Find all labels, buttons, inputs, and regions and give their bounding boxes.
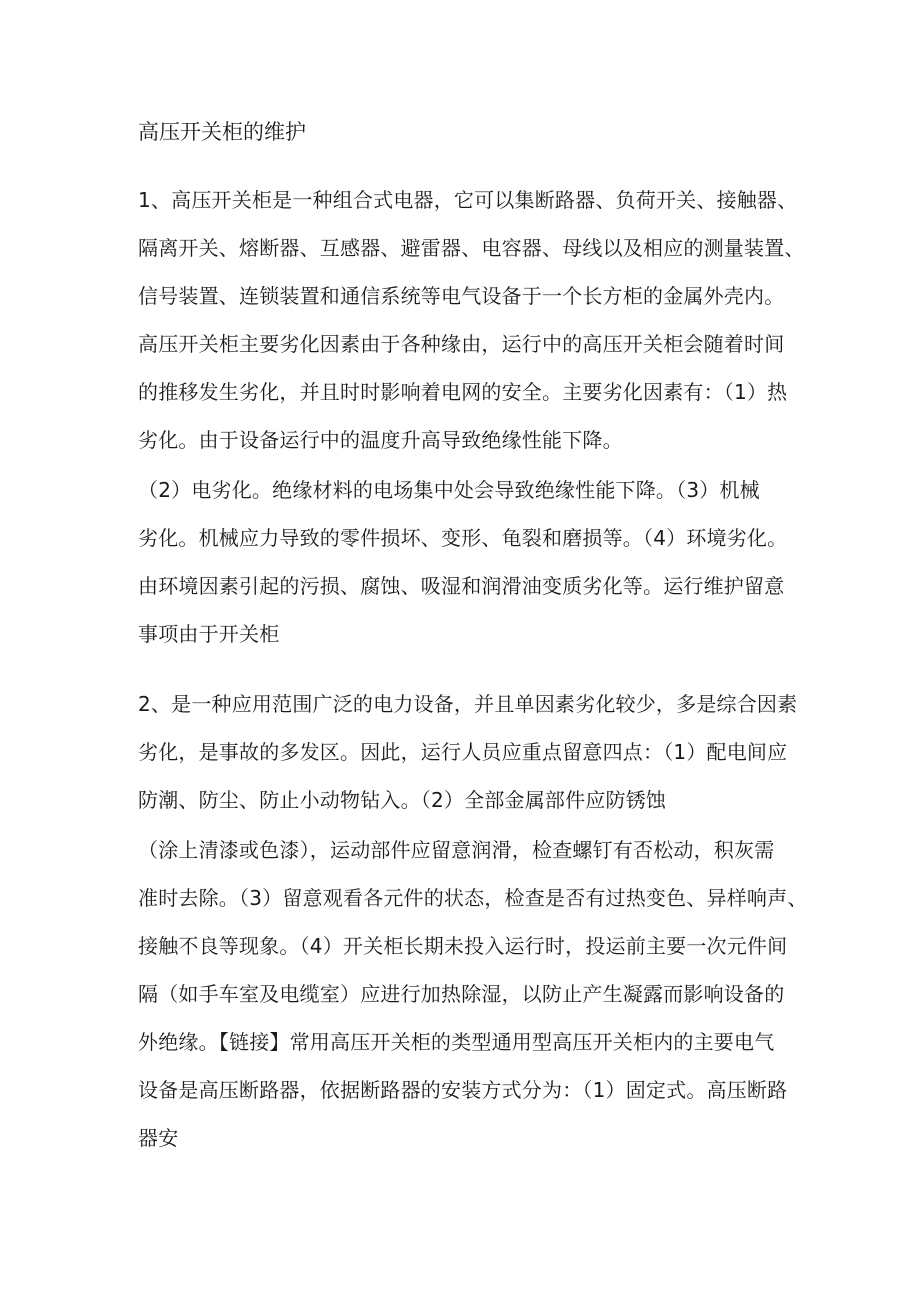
paragraph-line: 防潮、防尘、防止小动物钻入。（2）全部金属部件应防锈蚀 <box>138 788 667 812</box>
paragraph-line: 信号装置、连锁装置和通信系统等电气设备于一个长方柜的金属外壳内。 <box>138 284 785 308</box>
paragraph-line: 由环境因素引起的污损、腐蚀、吸湿和润滑油变质劣化等。运行维护留意 <box>138 574 785 598</box>
paragraph-line: 事项由于开关柜 <box>138 622 280 646</box>
paragraph-line: 1、高压开关柜是一种组合式电器，它可以集断路器、负荷开关、接触器、 <box>138 188 798 212</box>
paragraph-line: 2、是一种应用范围广泛的电力设备，并且单因素劣化较少，多是综合因素 <box>138 692 798 716</box>
paragraph-line: 劣化，是事故的多发区。因此，运行人员应重点留意四点：（1）配电间应 <box>138 740 788 764</box>
paragraph-line: （涂上清漆或色漆），运动部件应留意润滑，检查螺钉有否松动，积灰需 <box>138 838 775 862</box>
paragraph-line: 的推移发生劣化，并且时时影响着电网的安全。主要劣化因素有：（1）热 <box>138 380 788 404</box>
paragraph-line: 隔（如手车室及电缆室）应进行加热除湿，以防止产生凝露而影响设备的 <box>138 982 785 1006</box>
paragraph-line: 器安 <box>138 1126 179 1150</box>
paragraph-line: 外绝缘。【链接】常用高压开关柜的类型通用型高压开关柜内的主要电气 <box>138 1030 775 1054</box>
paragraph-line: 准时去除。（3）留意观看各元件的状态，检查是否有过热变色、异样响声、 <box>138 886 808 910</box>
paragraph-line: 高压开关柜主要劣化因素由于各种缘由，运行中的高压开关柜会随着时间 <box>138 332 785 356</box>
document-title: 高压开关柜的维护 <box>138 120 306 144</box>
paragraph-line: 设备是高压断路器，依据断路器的安装方式分为：（1）固定式。高压断路 <box>138 1078 788 1102</box>
paragraph-line: 劣化。由于设备运行中的温度升高导致绝缘性能下降。 <box>138 428 623 452</box>
paragraph-line: 劣化。机械应力导致的零件损坏、变形、龟裂和磨损等。（4）环境劣化。 <box>138 526 788 550</box>
paragraph-line: 隔离开关、熔断器、互感器、避雷器、电容器、母线以及相应的测量装置、 <box>138 236 805 260</box>
paragraph-line: （2）电劣化。绝缘材料的电场集中处会导致绝缘性能下降。（3）机械 <box>138 478 760 502</box>
paragraph-line: 接触不良等现象。（4）开关柜长期未投入运行时，投运前主要一次元件间 <box>138 934 788 958</box>
